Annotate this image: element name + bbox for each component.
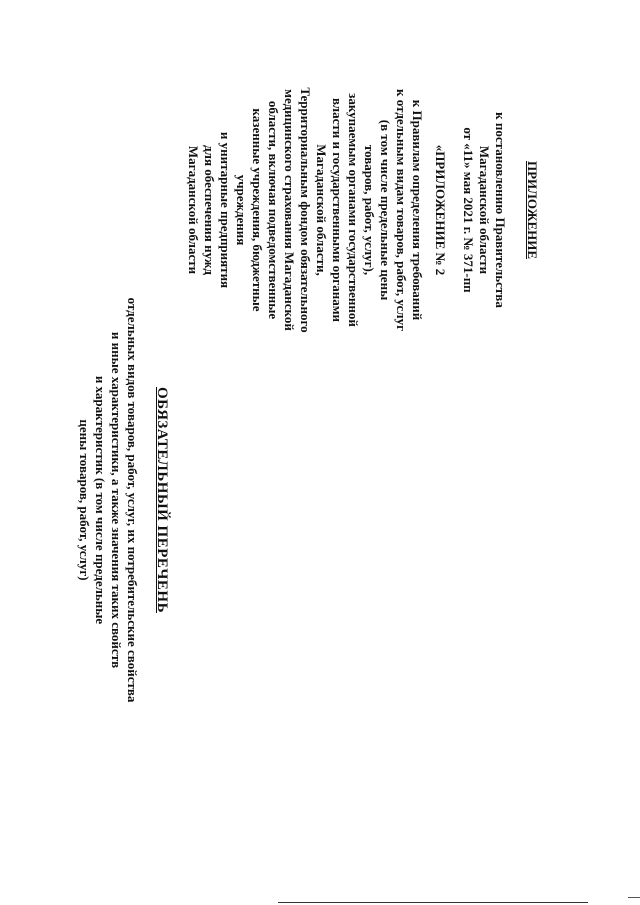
list-subtitle-line: и иные характеристики, а также значения таких свойств <box>109 331 124 669</box>
appendix2-line: Магаданской области <box>186 145 201 275</box>
appendix2-line: к Правилам определения требований <box>410 99 425 321</box>
appendix2-line: товаров, работ, услуг), <box>362 144 377 276</box>
appendix2-line: Территориальным фондом обязательного <box>298 87 313 333</box>
resolution-date: от «11» мая 2021 г. № 371-пп <box>461 127 476 293</box>
page-edge-mark <box>628 897 640 898</box>
appendix2-line: к отдельным видам товаров, работ, услуг <box>394 89 409 331</box>
appendix2-line: власти и государственными органами <box>330 97 345 323</box>
appendix2-line: и унитарные предприятия <box>218 131 233 289</box>
appendix-title: ПРИЛОЖЕНИЕ <box>525 160 540 260</box>
appendix2-line: медицинского страхования Магаданской <box>282 89 297 331</box>
list-subtitle-line: и характеристик (в том числе предельные <box>93 375 108 625</box>
appendix2-line: (в том числе предельные цены <box>378 119 393 301</box>
appendix2-line: для обеспечения нужд <box>202 145 217 275</box>
list-subtitle-line: отдельных видов товаров, работ, услуг, их потребительские свойства <box>125 297 140 703</box>
appendix2-line: области, включая подведомственные <box>266 100 281 320</box>
list-title: ОБЯЗАТЕЛЬНЫЙ ПЕРЕЧЕНЬ <box>154 386 170 613</box>
appendix2-title: «ПРИЛОЖЕНИЕ № 2 <box>433 144 448 276</box>
resolution-reference: к постановлению Правительства <box>493 112 508 308</box>
region-name: Магаданской области <box>477 145 492 275</box>
bottom-divider <box>278 902 588 903</box>
appendix2-line: казенные учреждения, бюджетные <box>250 108 265 312</box>
list-subtitle-line: цены товаров, работ, услуг) <box>77 419 92 581</box>
appendix2-line: учреждения <box>234 174 249 246</box>
appendix2-line: Магаданской области, <box>314 144 329 276</box>
appendix2-line: закупаемым органами государственной <box>346 93 361 327</box>
